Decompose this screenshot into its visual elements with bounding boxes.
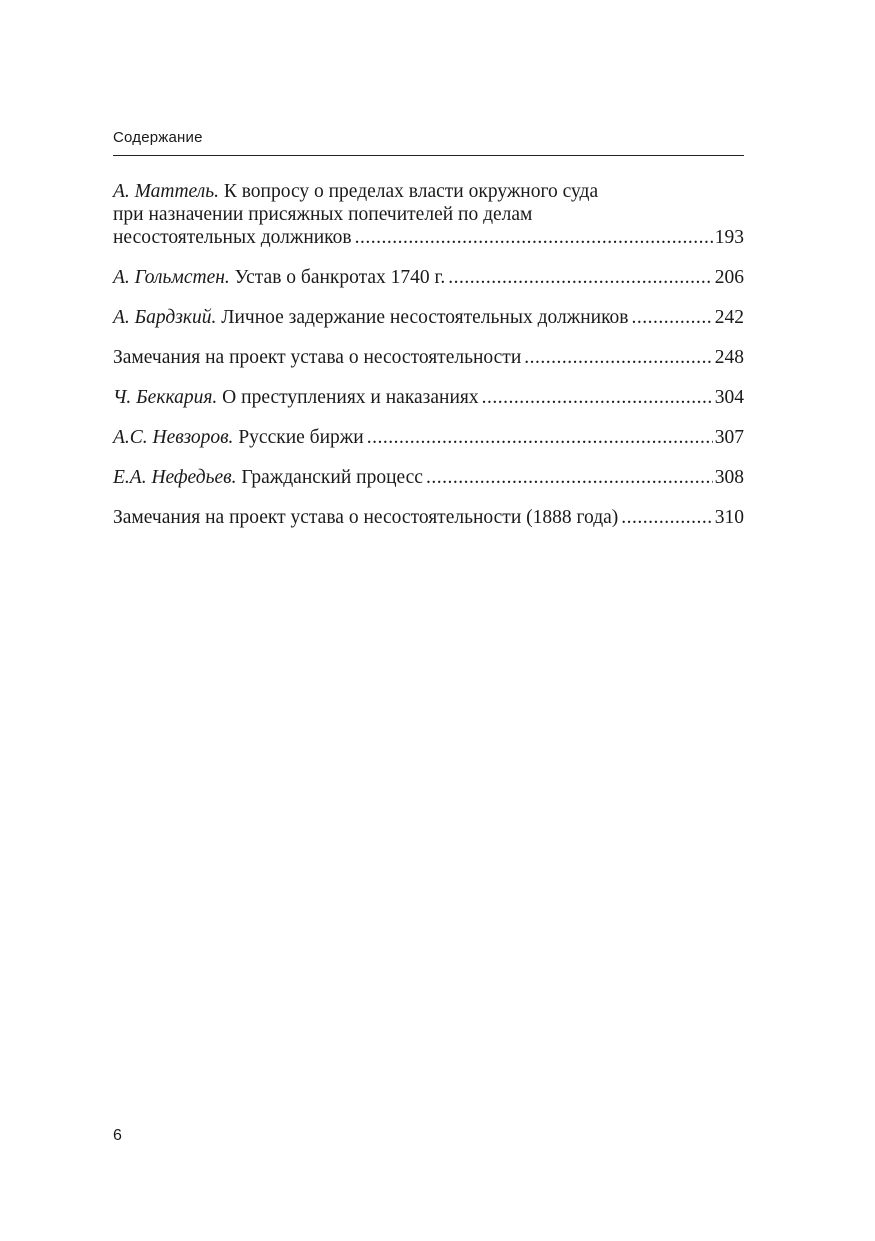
- toc-entry-page: 193: [714, 227, 744, 248]
- toc-leader-dots: [355, 226, 713, 249]
- toc-leader-dots: [621, 506, 712, 529]
- toc-entry-page: 248: [714, 347, 744, 368]
- toc-entry-title: Гражданский процесс: [241, 467, 423, 488]
- toc-entry-last-line: [113, 226, 744, 249]
- toc-entry-title: О преступлениях и наказаниях: [222, 387, 479, 408]
- toc-entry[interactable]: [113, 466, 744, 489]
- toc-leader-dots: [632, 306, 713, 329]
- toc-entry-title-part: при назначении присяжных попечителей по делам: [113, 204, 533, 225]
- toc-entry-title: Русские биржи: [238, 427, 364, 448]
- table-of-contents: [113, 180, 744, 546]
- toc-entry-text: [113, 466, 423, 489]
- toc-entry-author: Е.А. Нефедьев.: [113, 467, 237, 488]
- toc-entry-text: [113, 426, 364, 449]
- toc-entry-author: А. Бардзкий.: [113, 307, 217, 328]
- toc-entry[interactable]: [113, 180, 744, 249]
- toc-entry-last-line: [113, 266, 744, 289]
- toc-leader-dots: [367, 426, 713, 449]
- toc-entry-title: Замечания на проект устава о несостоятельности: [113, 347, 522, 368]
- toc-entry-last-line: [113, 466, 744, 489]
- toc-entry[interactable]: [113, 386, 744, 409]
- header-rule: [113, 155, 744, 156]
- toc-entry[interactable]: [113, 506, 744, 529]
- toc-entry-title: Личное задержание несостоятельных должников: [221, 307, 629, 328]
- toc-leader-dots: [448, 266, 713, 289]
- page-number: 6: [113, 1127, 122, 1144]
- toc-leader-dots: [482, 386, 713, 409]
- toc-entry-page: 307: [714, 427, 744, 448]
- toc-entry-author: А. Маттель.: [113, 181, 219, 202]
- toc-entry-text: [113, 266, 445, 289]
- toc-entry-page: 308: [714, 467, 744, 488]
- toc-entry-last-line: [113, 306, 744, 329]
- toc-entry-page: 304: [714, 387, 744, 408]
- toc-entry-page: 310: [714, 507, 744, 528]
- toc-leader-dots: [426, 466, 713, 489]
- toc-entry-title: несостоятельных должников: [113, 227, 352, 248]
- toc-entry-text: [113, 386, 479, 409]
- toc-entry[interactable]: [113, 266, 744, 289]
- toc-entry-last-line: [113, 346, 744, 369]
- toc-entry-page: 242: [714, 307, 744, 328]
- toc-entry-title: Замечания на проект устава о несостоятельности (1888 года): [113, 507, 619, 528]
- toc-entry-last-line: [113, 506, 744, 529]
- toc-entry[interactable]: [113, 306, 744, 329]
- toc-entry[interactable]: [113, 346, 744, 369]
- toc-leader-dots: [524, 346, 712, 369]
- running-head-title: Содержание: [113, 129, 203, 146]
- toc-entry-title: Устав о банкротах 1740 г.: [234, 267, 446, 288]
- toc-entry[interactable]: [113, 426, 744, 449]
- toc-entry-text: [113, 306, 629, 329]
- toc-entry-author: А. Гольмстен.: [113, 267, 230, 288]
- toc-entry-last-line: [113, 386, 744, 409]
- toc-entry-author: А.С. Невзоров.: [113, 427, 234, 448]
- toc-entry-page: 206: [714, 267, 744, 288]
- toc-entry-author: Ч. Беккария.: [113, 387, 218, 408]
- toc-entry-line: [113, 180, 744, 203]
- toc-entry-title-part: К вопросу о пределах власти окружного суда: [223, 181, 599, 202]
- toc-entry-last-line: [113, 426, 744, 449]
